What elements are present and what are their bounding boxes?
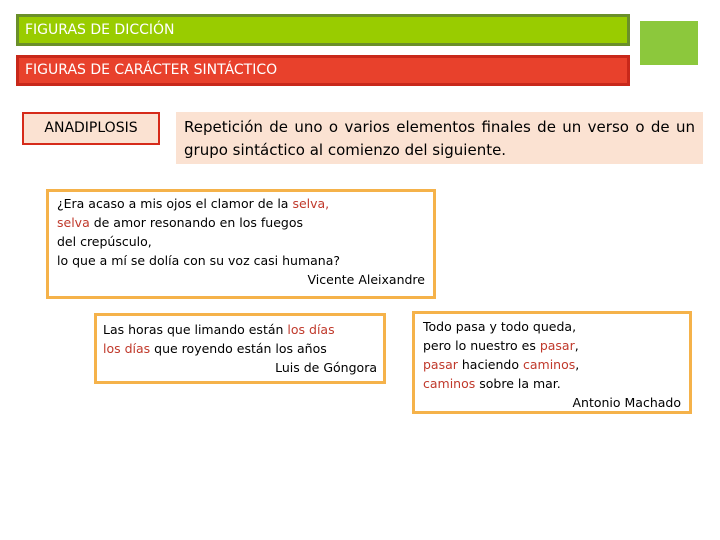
poem-machado: [412, 311, 692, 414]
term-label: ANADIPLOSIS: [44, 120, 138, 136]
verse-text: ,: [574, 338, 579, 353]
definition-text: Repetición de uno o varios elementos finales de un verso o de un grupo sintáctico al comienzo del siguiente.: [184, 118, 695, 159]
verse-text: ¿Era acaso a mis ojos el clamor de la: [57, 196, 293, 211]
verse-text: pero lo nuestro es: [423, 338, 540, 353]
repeated-word: pasar: [539, 338, 575, 353]
poem-line: Todo pasa y todo queda,: [423, 319, 577, 334]
poem-author: Antonio Machado: [572, 395, 681, 410]
repeated-word: selva,: [292, 196, 330, 211]
repeated-word: pasar: [423, 357, 458, 372]
poem-line: [423, 336, 681, 355]
green-square-decoration: [640, 21, 698, 65]
poem-line: del crepúsculo,: [57, 234, 152, 249]
title-diccion: FIGURAS DE DICCIÓN: [25, 22, 175, 38]
poem-line: [103, 339, 377, 358]
poem-line: lo que a mí se dolía con su voz casi humana?: [57, 253, 341, 268]
poem-author: Luis de Góngora: [275, 360, 377, 375]
title-sintactico: FIGURAS DE CARÁCTER SINTÁCTICO: [25, 62, 278, 78]
repeated-word: los días: [287, 322, 335, 337]
verse-text: que royendo están los años: [150, 341, 327, 356]
poem-line: [423, 374, 681, 393]
repeated-word: los días: [103, 341, 151, 356]
term-box: [22, 112, 160, 145]
repeated-word: selva: [57, 215, 90, 230]
verse-text: sobre la mar.: [475, 376, 561, 391]
title-bar-diccion: [16, 14, 630, 46]
verse-text: de amor resonando en los fuegos: [89, 215, 303, 230]
verse-text: ,: [575, 357, 580, 372]
poem-line: [57, 213, 425, 232]
poem-gongora: [94, 313, 386, 384]
title-bar-sintactico: [16, 55, 630, 86]
poem-author: Vicente Aleixandre: [307, 272, 425, 287]
verse-text: haciendo: [457, 357, 523, 372]
repeated-word: caminos: [423, 376, 476, 391]
poem-line: [57, 194, 425, 213]
poem-line: [423, 355, 681, 374]
poem-aleixandre: [46, 189, 436, 299]
verse-text: Las horas que limando están: [103, 322, 288, 337]
definition-box: [176, 112, 703, 164]
repeated-word: caminos: [522, 357, 576, 372]
poem-line: [103, 320, 377, 339]
